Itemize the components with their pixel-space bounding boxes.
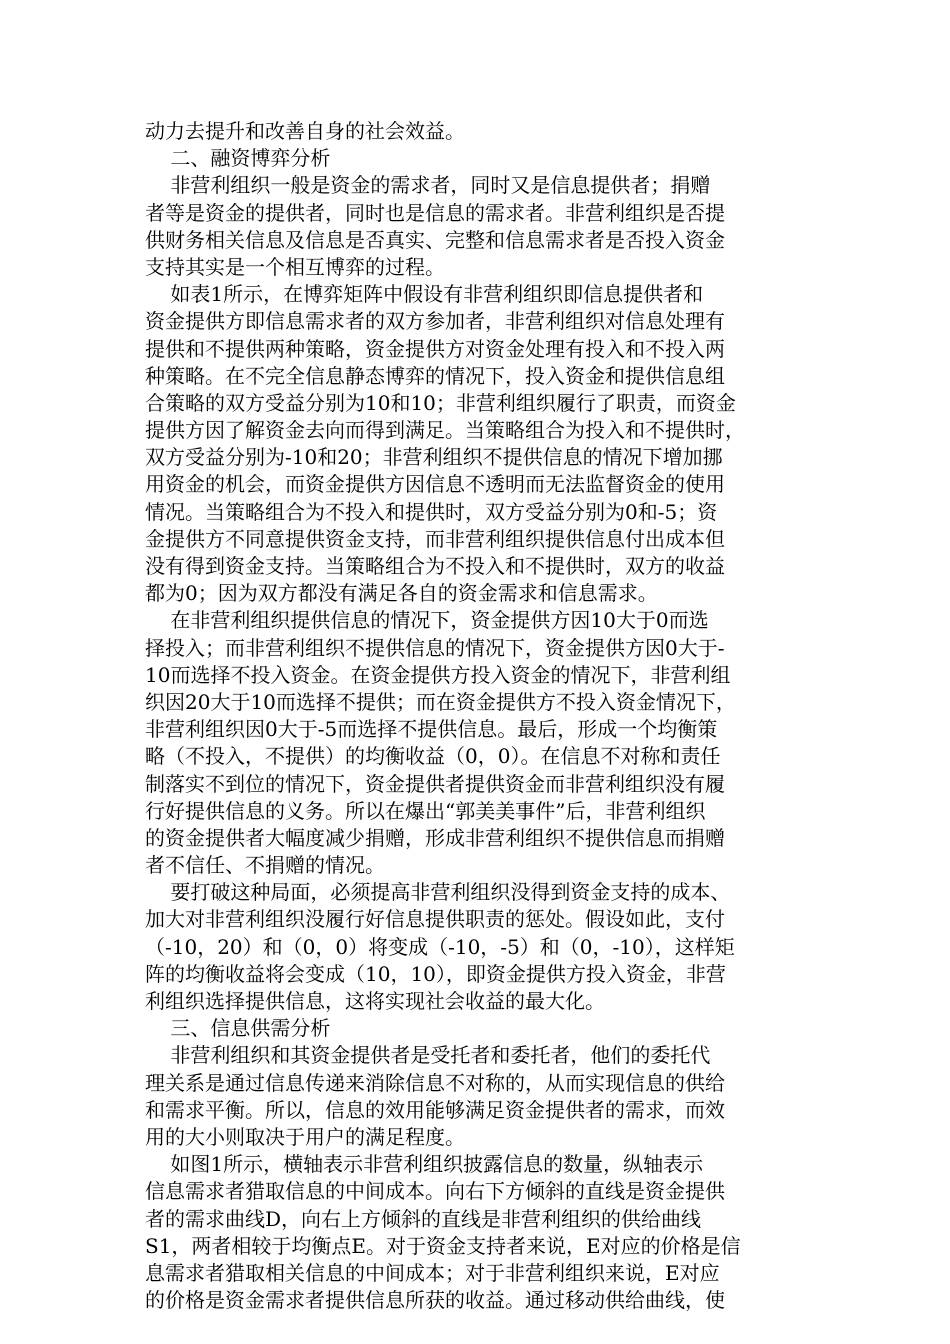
- text-line: 织因20大于10而选择不提供；而在资金提供方不投入资金情况下，: [145, 689, 736, 714]
- text-line: 动力去提升和改善自身的社会效益。: [145, 119, 465, 143]
- text-line: 略（不投入，不提供）的均衡收益（0，0）。在信息不对称和责任: [145, 744, 721, 769]
- text-line: 10而选择不投入资金。在资金提供方投入资金的情况下，非营利组: [145, 662, 731, 687]
- text-line: 支持其实是一个相互博弈的过程。: [145, 254, 445, 279]
- text-line: 择投入；而非营利组织不提供信息的情况下，资金提供方因0大于-: [145, 635, 725, 660]
- text-line: 情况。当策略组合为不投入和提供时，双方受益分别为0和-5；资: [145, 499, 718, 524]
- text-line: 的价格是资金需求者提供信息所获的收益。通过移动供给曲线，使: [145, 1288, 725, 1313]
- text-line: 非营利组织一般是资金的需求者，同时又是信息提供者；捐赠: [145, 173, 711, 198]
- text-line: 没有得到资金支持。当策略组合为不投入和不提供时，双方的收益: [145, 554, 725, 578]
- text-line: 合策略的双方受益分别为10和10；非营利组织履行了职责，而资金: [145, 390, 736, 415]
- text-line: 者不信任、不捐赠的情况。: [145, 853, 385, 878]
- text-line: 的资金提供者大幅度减少捐赠，形成非营利组织不提供信息而捐赠: [145, 825, 725, 850]
- text-line: 信息需求者猎取信息的中间成本。向右下方倾斜的直线是资金提供: [145, 1179, 725, 1204]
- section-heading-information-supply-demand: 三、信息供需分析: [145, 1016, 331, 1041]
- text-line: 如图1所示，横轴表示非营利组织披露信息的数量，纵轴表示: [145, 1152, 704, 1177]
- text-line: 非营利组织因0大于-5而选择不提供信息。最后，形成一个均衡策: [145, 717, 718, 742]
- text-line: 加大对非营利组织没履行好信息提供职责的惩处。假设如此，支付: [145, 907, 725, 932]
- text-line: 金提供方不同意提供资金支持，而非营利组织提供信息付出成本但: [145, 526, 725, 551]
- text-line: 利组织选择提供信息，这将实现社会收益的最大化。: [145, 989, 605, 1013]
- text-line: 都为0；因为双方都没有满足各自的资金需求和信息需求。: [145, 581, 658, 606]
- text-line: 行好提供信息的义务。所以在爆出“郭美美事件”后，非营利组织: [145, 798, 706, 823]
- text-line: 者等是资金的提供者，同时也是信息的需求者。非营利组织是否提: [145, 200, 725, 225]
- text-line: 理关系是通过信息传递来消除信息不对称的，从而实现信息的供给: [145, 1070, 725, 1095]
- text-line: 供财务相关信息及信息是否真实、完整和信息需求者是否投入资金: [145, 227, 725, 252]
- section-heading-financing-game: 二、融资博弈分析: [145, 146, 331, 171]
- text-line: 提供方因了解资金去向而得到满足。当策略组合为投入和不提供时，: [145, 418, 745, 443]
- text-line: 制落实不到位的情况下，资金提供者提供资金而非营利组织没有履: [145, 771, 725, 796]
- text-line: S1，两者相较于均衡点E。对于资金支持者来说，E对应的价格是信: [145, 1233, 741, 1258]
- text-line: 用的大小则取决于用户的满足程度。: [145, 1124, 465, 1149]
- text-line: 如表1所示，在博弈矩阵中假设有非营利组织即信息提供者和: [145, 282, 704, 307]
- text-line: 种策略。在不完全信息静态博弈的情况下，投入资金和提供信息组: [145, 363, 725, 388]
- text-line: 要打破这种局面，必须提高非营利组织没得到资金支持的成本、: [145, 880, 731, 905]
- text-line: 双方受益分别为-10和20；非营利组织不提供信息的情况下增加挪: [145, 445, 723, 470]
- text-line: 息需求者猎取相关信息的中间成本；对于非营利组织来说，E对应: [145, 1260, 720, 1285]
- text-line: 在非营利组织提供信息的情况下，资金提供方因10大于0而选: [145, 608, 709, 633]
- text-line: 非营利组织和其资金提供者是受托者和委托者，他们的委托代: [145, 1043, 711, 1068]
- text-line: 和需求平衡。所以，信息的效用能够满足资金提供者的需求，而效: [145, 1097, 725, 1122]
- text-line: （-10，20）和（0，0）将变成（-10，-5）和（0，-10），这样矩: [145, 934, 735, 959]
- text-line: 用资金的机会，而资金提供方因信息不透明而无法监督资金的使用: [145, 472, 725, 497]
- text-line: 者的需求曲线D，向右上方倾斜的直线是非营利组织的供给曲线: [145, 1206, 702, 1231]
- text-line: 阵的均衡收益将会变成（10，10），即资金提供方投入资金，非营: [145, 961, 726, 986]
- document-body: [145, 118, 807, 1314]
- text-line: 资金提供方即信息需求者的双方参加者，非营利组织对信息处理有: [145, 309, 725, 334]
- text-line: 提供和不提供两种策略，资金提供方对资金处理有投入和不投入两: [145, 336, 725, 361]
